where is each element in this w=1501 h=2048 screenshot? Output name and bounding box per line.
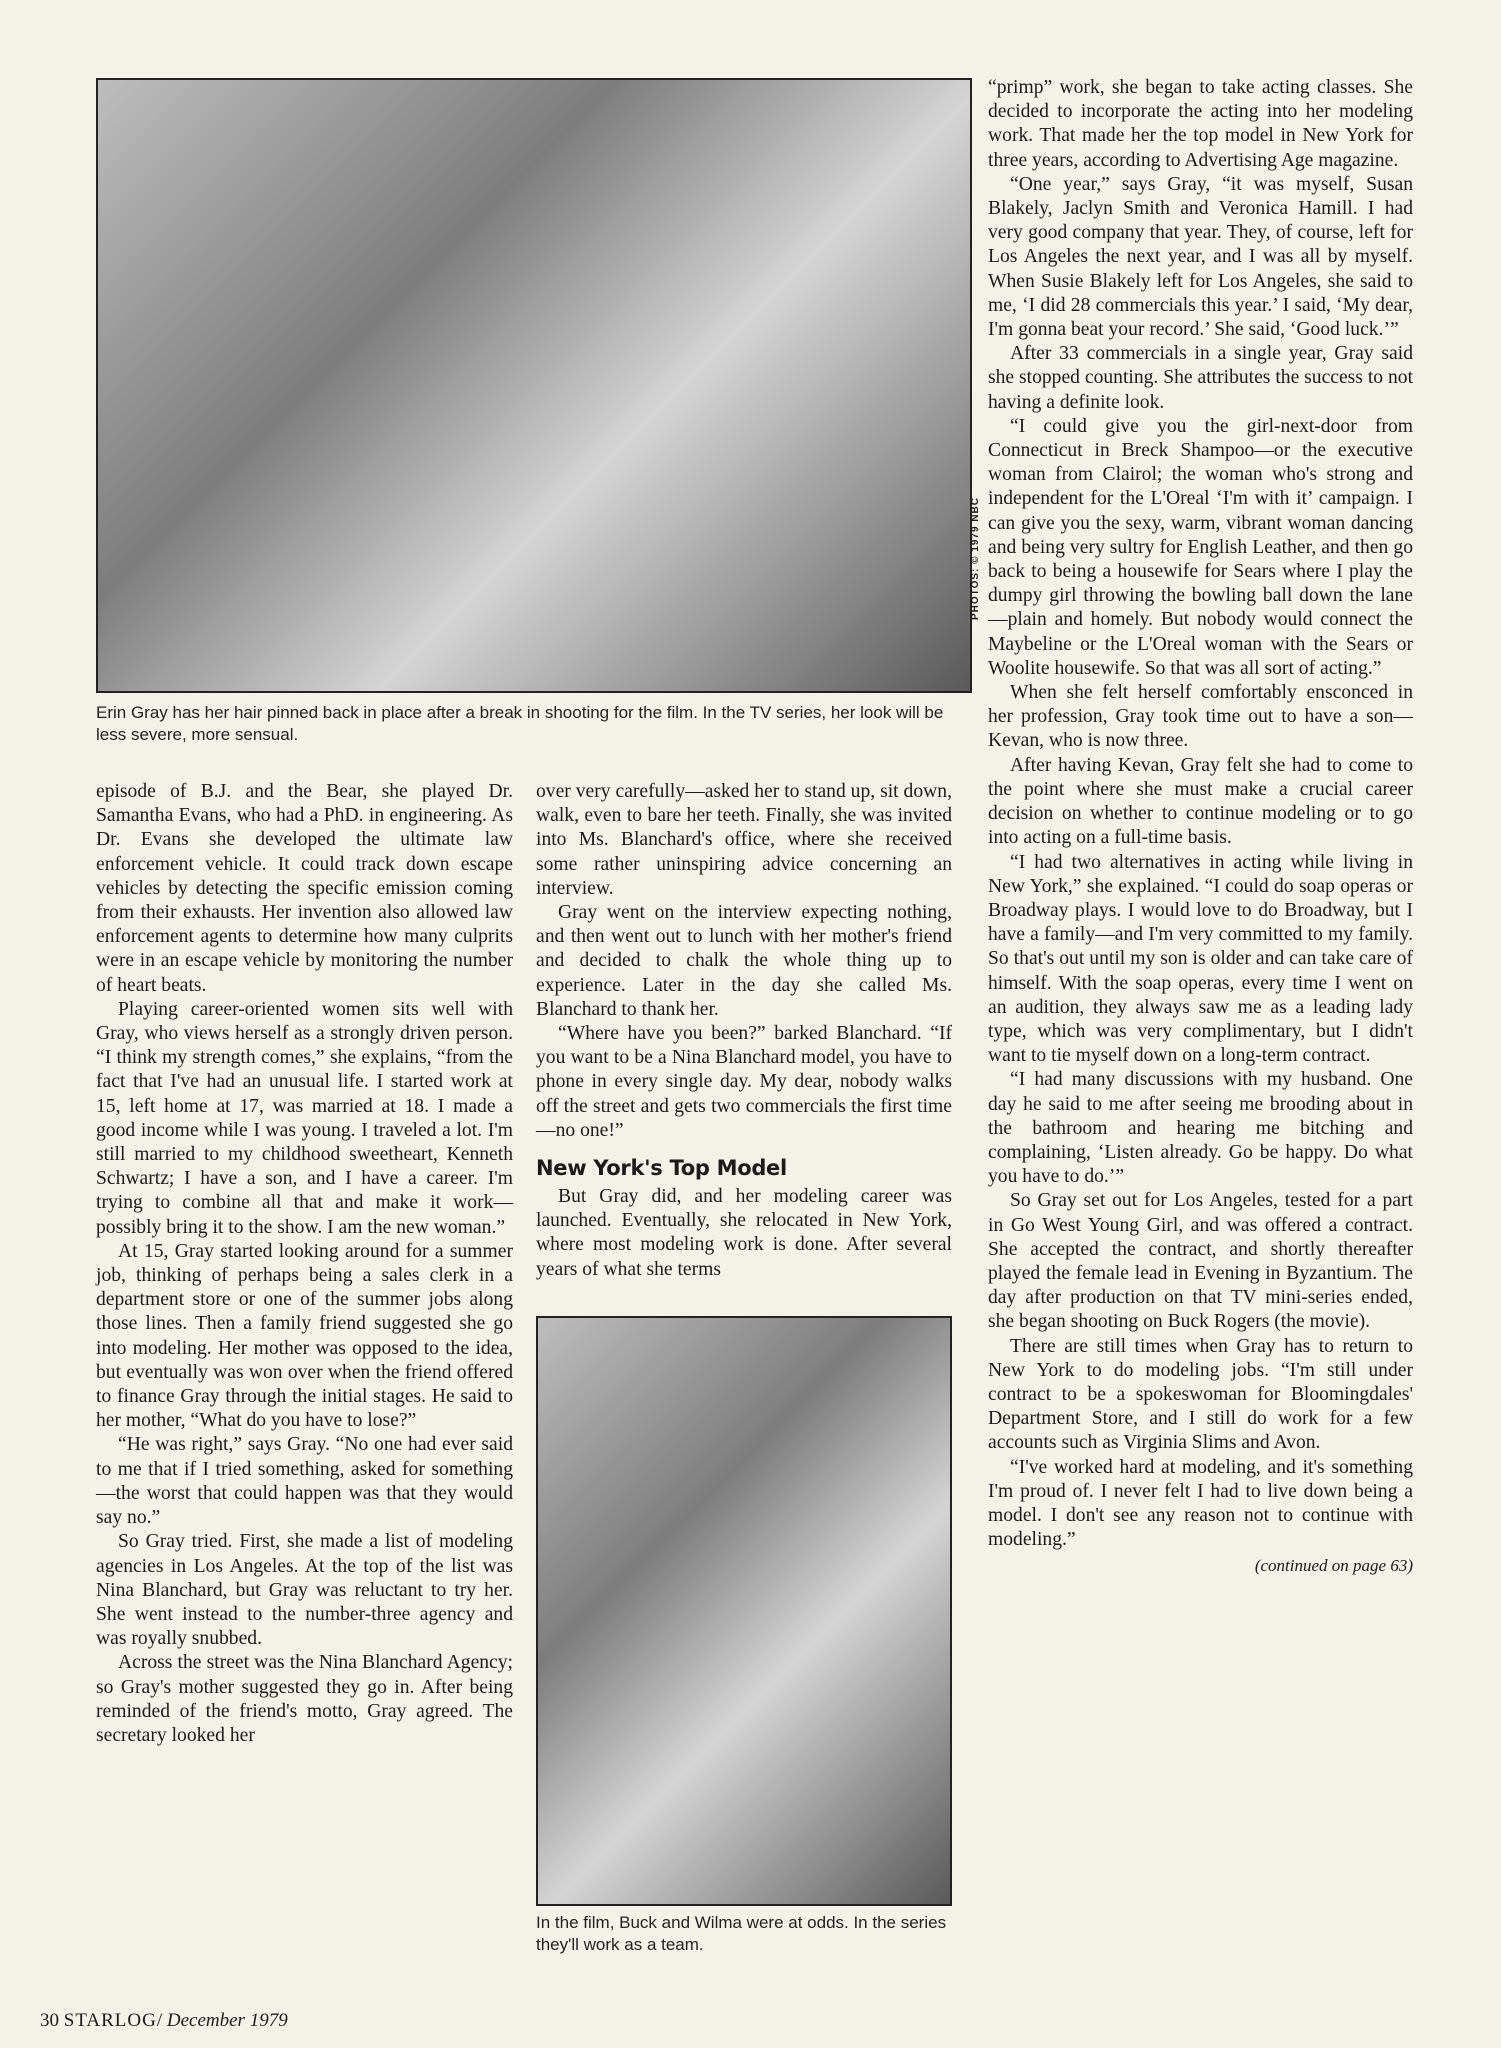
paragraph: So Gray tried. First, she made a list of modeling agencies in Los Angeles. At the top of the list was Nina Blanchard, but Gray was reluctant to try her. She went instead to the number-three agency and was royally snubbed. — [96, 1531, 513, 1650]
paragraph: “Where have you been?” barked Blanchard. “If you want to be a Nina Blanchard model, you have to phone in every single day. My dear, nobody walks off the street and gets two commercials the first time—no one!” — [536, 1023, 952, 1141]
article-column-1 — [96, 780, 513, 1748]
paragraph: Playing career-oriented women sits well with Gray, who views herself as a strongly driven person. “I think my strength comes,” she explains, “from the fact that I've had an unusual life. I started work at 15, left home at 17, was married at 18. I made a good income while I was young. I traveled a lot. I'm still married to my childhood sweetheart, Kenneth Schwartz; I have a son, and I have a career. I'm trying to combine all that and make it work—possibly bring it to the show. I am the new woman.” — [96, 998, 513, 1238]
article-column-2 — [536, 780, 952, 1282]
photo-erin-gray-hair — [96, 78, 972, 693]
paragraph: “I had two alternatives in acting while living in New York,” she explained. “I could do soap operas or Broadway plays. I would love to do Broadway, but I have a family—and I'm very committed to my family. So that's out until my son is older and can take care of himself. With the soap operas, every time I went on an audition, they always saw me as a leading lady type, which was very complimentary, but I didn't want to tie myself down on a long-term contract. — [988, 851, 1413, 1067]
photo-buck-and-wilma — [536, 1316, 952, 1906]
paragraph: “I've worked hard at modeling, and it's something I'm proud of. I never felt I had to live down being a model. I don't see any reason not to continue with modeling.” — [988, 1456, 1413, 1551]
page-number: 30 — [40, 2010, 59, 2031]
paragraph: At 15, Gray started looking around for a summer job, thinking of perhaps being a sales clerk in a department store or one of the summer jobs along those lines. Then a family friend suggested she go into modeling. Her mother was opposed to the idea, but eventually was won over when the friend offered to finance Gray through the initial stages. He said to her mother, “What do you have to lose?” — [96, 1240, 513, 1432]
paragraph: But Gray did, and her modeling career was launched. Eventually, she relocated in New York, where most modeling work is done. After several years of what she terms — [536, 1186, 952, 1280]
photo-credit: PHOTOS: © 1979 NBC — [970, 497, 981, 620]
paragraph: “One year,” says Gray, “it was myself, Susan Blakely, Jaclyn Smith and Veronica Hamill. I had very good company that year. They, of course, left for Los Angeles the next year, and I was all by myself. When Susie Blakely left for Los Angeles, she said to me, ‘I did 28 commercials this year.’ I said, ‘My dear, I'm gonna beat your record.’ She said, ‘Good luck.’” — [988, 173, 1413, 341]
article-column-3 — [988, 76, 1413, 1579]
paragraph: episode of B.J. and the Bear, she played Dr. Samantha Evans, who had a PhD. in engineering. As Dr. Evans she developed the ultimate law enforcement vehicle. It could track down escape vehicles by detecting the specific emission coming from their exhausts. Her invention also allowed law enforcement agents to determine how many culprits were in an escape vehicle by monitoring the number of heart beats. — [96, 781, 513, 996]
paragraph: When she felt herself comfortably ensconced in her profession, Gray took time out to have a son—Kevan, who is now three. — [988, 682, 1413, 752]
paragraph: “He was right,” says Gray. “No one had ever said to me that if I tried something, asked for something—the worst that could happen was that they would say no.” — [96, 1434, 513, 1529]
page-footer: 30 STARLOG/ December 1979 — [40, 2010, 288, 2031]
paragraph: There are still times when Gray has to return to New York to do modeling jobs. “I'm still under contract to be a spokeswoman for Bloomingdales' Department Store, and I still do work for a few accounts such as Virginia Slims and Avon. — [988, 1335, 1413, 1454]
paragraph: So Gray set out for Los Angeles, tested for a part in Go West Young Girl, and was offered a contract. She accepted the contract, and shortly thereafter played the female lead in Evening in Byzantium. The day after production on that TV mini-series ended, she began shooting on Buck Rogers (the movie). — [988, 1190, 1413, 1333]
photo1-caption: Erin Gray has her hair pinned back in place after a break in shooting for the film. In the TV series, her look will be less severe, more sensual. — [96, 703, 944, 744]
paragraph: “I had many discussions with my husband. One day he said to me after seeing me brooding about in the bathroom and hearing me bitching and complaining, ‘Listen already. Go be happy. Do what you have to do.’” — [988, 1069, 1413, 1188]
paragraph: Gray went on the interview expecting nothing, and then went out to lunch with her mother's friend and decided to chalk the whole thing up to experience. Later in the day she called Ms. Blanchard to thank her. — [536, 902, 952, 1020]
paragraph: Across the street was the Nina Blanchard Agency; so Gray's mother suggested they go in. After being reminded of the friend's motto, Gray agreed. The secretary looked her — [96, 1652, 513, 1746]
issue-date: December 1979 — [166, 2010, 288, 2031]
magazine-name: STARLOG — [63, 2010, 157, 2031]
paragraph: “I could give you the girl-next-door from Connecticut in Breck Shampoo—or the executive woman from Clairol; the woman who's strong and independent for the L'Oreal ‘I'm with it’ campaign. I can give you the sexy, warm, vibrant woman dancing and being very sultry for English Leather, and then go back to being a housewife for Sears where I play the dumpy girl throwing the bowling ball down the lane—plain and homely. But nobody would connect the Maybeline or the L'Oreal woman with the Sears or Woolite housewife. So that was all sort of acting.” — [988, 415, 1413, 679]
paragraph: over very carefully—asked her to stand up, sit down, walk, even to bare her teeth. Finally, she was invited into Ms. Blanchard's office, where she received some rather uninspiring advice concerning an interview. — [536, 781, 952, 899]
section-subhead: New York's Top Model — [536, 1156, 787, 1181]
paragraph: After having Kevan, Gray felt she had to come to the point where she must make a crucial career decision on whether to continue modeling or to go into acting on a full-time basis. — [988, 754, 1413, 849]
paragraph: After 33 commercials in a single year, Gray said she stopped counting. She attributes the success to not having a definite look. — [988, 343, 1414, 413]
paragraph: “primp” work, she began to take acting classes. She decided to incorporate the acting into her modeling work. That made her the top model in New York for three years, according to Advertising Age magazine. — [988, 77, 1413, 171]
photo2-caption: In the film, Buck and Wilma were at odds. In the series they'll work as a team. — [536, 1913, 947, 1954]
continued-note: (continued on page 63) — [1254, 1556, 1413, 1576]
